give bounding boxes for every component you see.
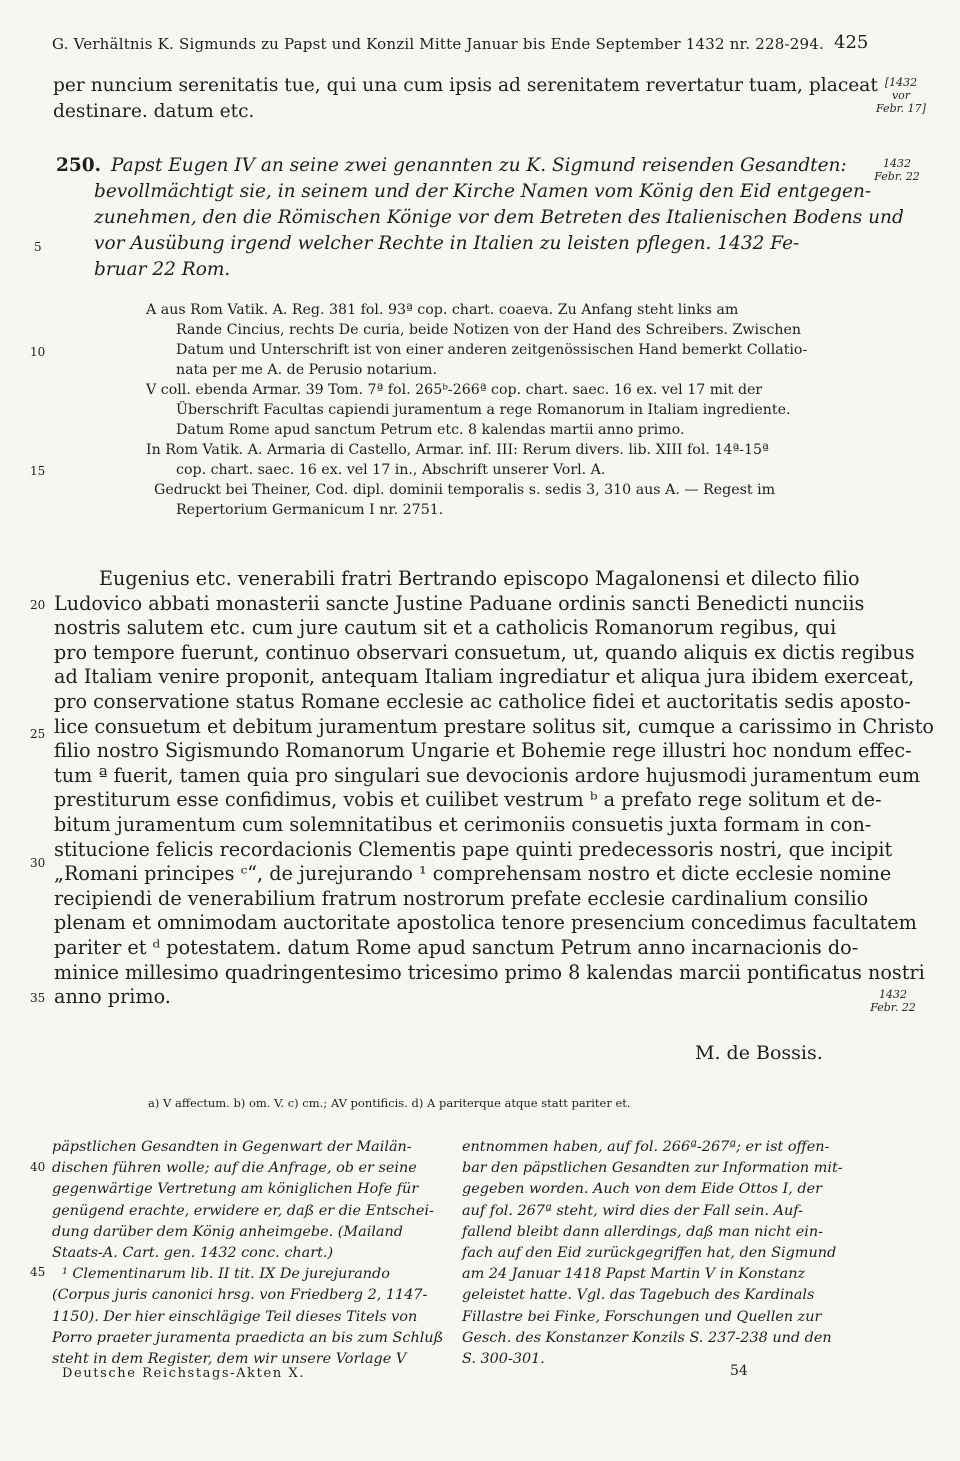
critical-apparatus: a) V affectum. b) om. V. c) cm.; AV pontificis. d) A pariterque atque statt pariter et.: [148, 1096, 631, 1110]
main-line: ad Italiam venire proponit, antequam Italiam ingrediatur et aliqua jura ibidem exerceat,: [54, 665, 915, 689]
title-line: vor Ausübung irgend welcher Rechte in Italien zu leisten pflegen. 1432 Fe-: [94, 233, 800, 254]
footnote-line: (Corpus juris canonici hrsg. von Friedberg 2, 1147-: [52, 1287, 428, 1304]
main-line: bitum juramentum cum solemnitatibus et cerimoniis consuetis juxta formam in con-: [54, 812, 872, 836]
main-line: Ludovico abbati monasterii sancte Justine Paduane ordinis sancti Benedicti nunciis: [54, 591, 865, 615]
title-margin-note: [866, 157, 928, 183]
main-line: recipiendi de venerabilium fratrum nostrorum prefate ecclesie cardinalium consilio: [54, 886, 869, 910]
footnote-line: fallend bleibt dann allerdings, daß man nicht ein-: [462, 1223, 823, 1240]
running-title: G. Verhältnis K. Sigmunds zu Papst und Konzil Mitte Januar bis Ende September 1432 nr. 228-294.: [52, 35, 824, 53]
source-line: nata per me A. de Perusio notarium.: [176, 362, 437, 378]
footnote-line: 1150). Der hier einschlägige Teil dieses Titels von: [52, 1308, 418, 1325]
margin-note-line: vor: [891, 89, 911, 102]
main-line: „Romani principes ᶜ“, de jurejurando ¹ comprehensam nostro et dicte ecclesie nomine: [54, 862, 892, 886]
footnote-line: Porro praeter juramenta praedicta an bis zum Schluß: [52, 1329, 444, 1346]
footnote-line: gegeben worden. Auch von dem Eide Ottos I, der: [462, 1181, 823, 1198]
margin-note-line: Febr. 22: [874, 170, 920, 183]
main-line: prestiturum esse confidimus, vobis et cuilibet vestrum ᵇ a prefato rege solitum et de-: [54, 788, 882, 812]
source-line: Gedruckt bei Theiner, Cod. dipl. dominii temporalis s. sedis 3, 310 aus A. — Regest im: [154, 482, 776, 498]
top-text-line-1: per nuncium serenitatis tue, qui una cum ipsis ad serenitatem revertatur tuam, placeat: [53, 75, 878, 96]
top-margin-note: [870, 76, 932, 115]
document-number: 250.: [56, 155, 102, 176]
sheet-number: 54: [730, 1363, 748, 1379]
title-line: bevollmächtigt sie, in seinem und der Kirche Namen vom König den Eid entgegen-: [94, 181, 872, 202]
main-line: nostris salutem etc. cum jure cautum sit et a catholicis Romanorum regibus, qui: [54, 616, 837, 640]
source-line: Datum und Unterschrift ist von einer anderen zeitgenössischen Hand bemerkt Collatio-: [176, 342, 808, 358]
footnote-line: steht in dem Register, dem wir unsere Vorlage V: [52, 1351, 407, 1368]
main-line: pro conservatione status Romane ecclesie ac catholice fidei et auctoritatis sedis aposto-: [54, 689, 911, 713]
title-line: Papst Eugen IV an seine zwei genannten zu K. Sigmund reisenden Gesandten:: [111, 155, 847, 176]
footnote-line: S. 300-301.: [462, 1351, 545, 1368]
title-line: bruar 22 Rom.: [94, 259, 231, 280]
line-number: 15: [30, 464, 46, 478]
footnote-line: dischen führen wolle; auf die Anfrage, ob er seine: [52, 1160, 417, 1177]
document-title: [94, 153, 904, 283]
main-text: [54, 567, 934, 1010]
main-line: pariter et ᵈ potestatem. datum Rome apud sanctum Petrum anno incarnacionis do-: [54, 935, 859, 959]
line-number: 35: [30, 991, 46, 1005]
title-line: zunehmen, den die Römischen Könige vor dem Betreten des Italienischen Bodens und: [94, 207, 904, 228]
main-line: plenam et omnimodam auctoritate apostolica tenore presencium concedimus facultatem: [54, 911, 917, 935]
margin-note-line: [1432: [884, 76, 918, 89]
line-number: 25: [30, 727, 46, 741]
footnote-line: genügend erachte, erwidere er, daß er die Entschei-: [52, 1202, 434, 1219]
footnote-line: am 24 Januar 1418 Papst Martin V in Konstanz: [462, 1266, 806, 1283]
source-line: Datum Rome apud sanctum Petrum etc. 8 kalendas martii anno primo.: [176, 422, 685, 438]
footnote-line: geleistet hatte. Vgl. das Tagebuch des Kardinals: [462, 1287, 815, 1304]
source-line: Repertorium Germanicum I nr. 2751.: [176, 502, 444, 518]
footnote-line: dung darüber dem König anheimgebe. (Mailand: [52, 1223, 403, 1240]
source-line: In Rom Vatik. A. Armaria di Castello, Armar. inf. III: Rerum divers. lib. XIII fol. 14ª-15ª: [146, 442, 769, 458]
main-line: stitucione felicis recordacionis Clementis pape quinti predecessoris nostri, que incipit: [54, 837, 893, 861]
source-line: Überschrift Facultas capiendi juramentum a rege Romanorum in Italiam ingrediente.: [176, 402, 791, 418]
footnote-line: ¹ Clementinarum lib. II tit. IX De jurejurando: [62, 1266, 390, 1283]
main-line: tum ª fuerit, tamen quia pro singulari sue devocionis ardore hujusmodi juramentum eum: [54, 763, 921, 787]
line-number: 20: [30, 598, 46, 612]
footnote-line: fach auf den Eid zurückgegriffen hat, den Sigmund: [462, 1245, 837, 1262]
footnotes-left: [52, 1137, 443, 1370]
signature: M. de Bossis.: [695, 1042, 823, 1064]
main-line: lice consuetum et debitum juramentum prestare solitus sit, cumque a carissimo in Christo: [54, 714, 934, 738]
footnote-line: auf fol. 267ª steht, wird dies der Fall sein. Auf-: [462, 1202, 803, 1219]
footnotes-right: [462, 1137, 843, 1370]
footnote-line: bar den päpstlichen Gesandten zur Information mit-: [462, 1160, 843, 1177]
line-number: 30: [30, 856, 46, 870]
main-line: anno primo.: [54, 985, 171, 1009]
line-number: 45: [30, 1265, 46, 1279]
footnote-line: päpstlichen Gesandten in Gegenwart der Mailän-: [52, 1139, 412, 1155]
line-number: 10: [30, 345, 46, 359]
line-number: 40: [30, 1160, 46, 1174]
main-margin-note: [862, 988, 924, 1014]
series-title: Deutsche Reichstags-Akten X.: [62, 1366, 306, 1381]
footnote-line: Staats-A. Cart. gen. 1432 conc. chart.): [52, 1245, 334, 1262]
line-number: 5: [34, 240, 42, 254]
footnote-line: Fillastre bei Finke, Forschungen und Quellen zur: [462, 1308, 822, 1325]
margin-note-line: 1432: [879, 988, 907, 1001]
footnote-line: gegenwärtige Vertretung am königlichen Hofe für: [52, 1181, 419, 1198]
page-number: 425: [834, 32, 869, 53]
source-line: A aus Rom Vatik. A. Reg. 381 fol. 93ª cop. chart. coaeva. Zu Anfang steht links am: [146, 302, 739, 318]
source-line: V coll. ebenda Armar. 39 Tom. 7ª fol. 265ᵇ-266ª cop. chart. saec. 16 ex. vel 17 mit der: [146, 382, 763, 398]
margin-note-line: Febr. 17]: [876, 102, 926, 115]
top-text-line-2: destinare. datum etc.: [53, 101, 255, 122]
margin-note-line: Febr. 22: [870, 1001, 916, 1014]
source-line: cop. chart. saec. 16 ex. vel 17 in., Abschrift unserer Vorl. A.: [176, 462, 606, 478]
margin-note-line: 1432: [883, 157, 911, 170]
main-line: Eugenius etc. venerabili fratri Bertrando episcopo Magalonensi et dilecto filio: [99, 567, 860, 590]
footnote-line: Gesch. des Konstanzer Konzils S. 237-238 und den: [462, 1329, 832, 1346]
main-line: filio nostro Sigismundo Romanorum Ungarie et Bohemie rege illustri hoc nondum effec-: [54, 739, 912, 763]
main-line: minice millesimo quadringentesimo tricesimo primo 8 kalendas marcii pontificatus nostri: [54, 960, 925, 984]
footnote-line: entnommen haben, auf fol. 266ª-267ª; er ist offen-: [462, 1139, 830, 1155]
source-description: [136, 300, 807, 520]
main-line: pro tempore fuerunt, continuo observari consuetum, ut, quando aliquis ex dictis regibus: [54, 640, 915, 664]
source-line: Rande Cincius, rechts De curia, beide Notizen von der Hand des Schreibers. Zwischen: [176, 322, 801, 338]
